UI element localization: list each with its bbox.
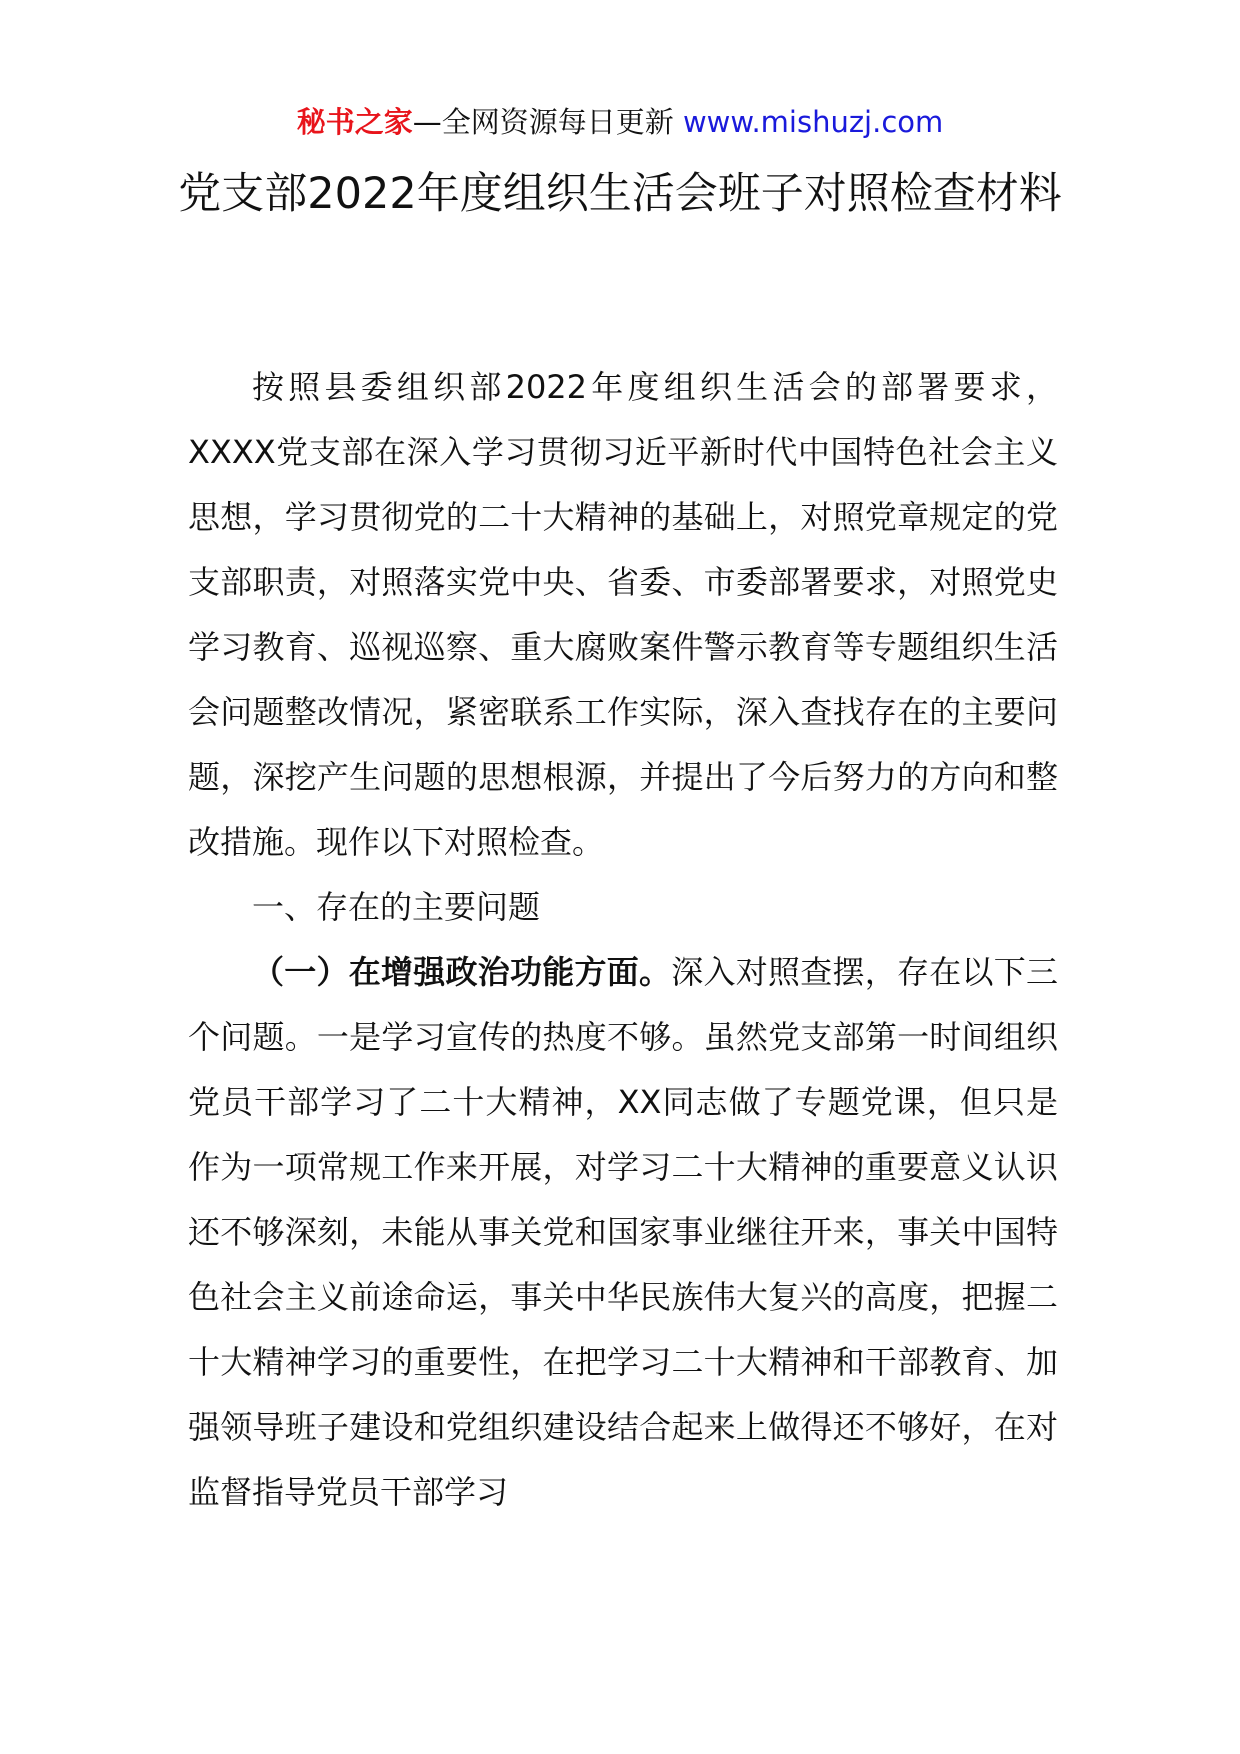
intro-paragraph: 按照县委组织部2022年度组织生活会的部署要求，XXXX党支部在深入学习贯彻习近平新时代中国特色社会主义思想，学习贯彻党的二十大精神的基础上，对照党章规定的党支部职责，对照落实党中央、省委、市委部署要求，对照党史学习教育、巡视巡察、重大腐败案件警示教育等专题组织生活会问题整改情况，紧密联系工作实际，深入查找存在的主要问题，深挖产生问题的思想根源，并提出了今后努力的方向和整改措施。现作以下对照检查。 — [188, 368, 1058, 861]
subsection-text: 深入对照查摆，存在以下三个问题。一是学习宣传的热度不够。虽然党支部第一时间组织党员干部学习了二十大精神，XX同志做了专题党课，但只是作为一项常规工作来开展，对学习二十大精神的重要意义认识还不够深刻，未能从事关党和国家事业继往开来，事关中国特色社会主义前途命运，事关中华民族伟大复兴的高度，把握二十大精神学习的重要性，在把学习二十大精神和干部教育、加强领导班子建设和党组织建设结合起来上做得还不够好，在对监督指导党员干部学习 — [188, 953, 1058, 1511]
site-url-link[interactable]: www.mishuzj.com — [682, 105, 944, 139]
brand-slogan: —全网资源每日更新 — [412, 105, 674, 139]
subsection-heading: （一）在增强政治功能方面。 — [252, 953, 672, 991]
site-header — [0, 102, 1240, 142]
subsection-paragraph — [188, 940, 1058, 1525]
brand-name: 秘书之家 — [296, 105, 413, 139]
section-heading: 一、存在的主要问题 — [252, 888, 541, 926]
document-body — [188, 355, 1058, 1525]
document-title: 党支部2022年度组织生活会班子对照检查材料 — [178, 169, 1062, 219]
